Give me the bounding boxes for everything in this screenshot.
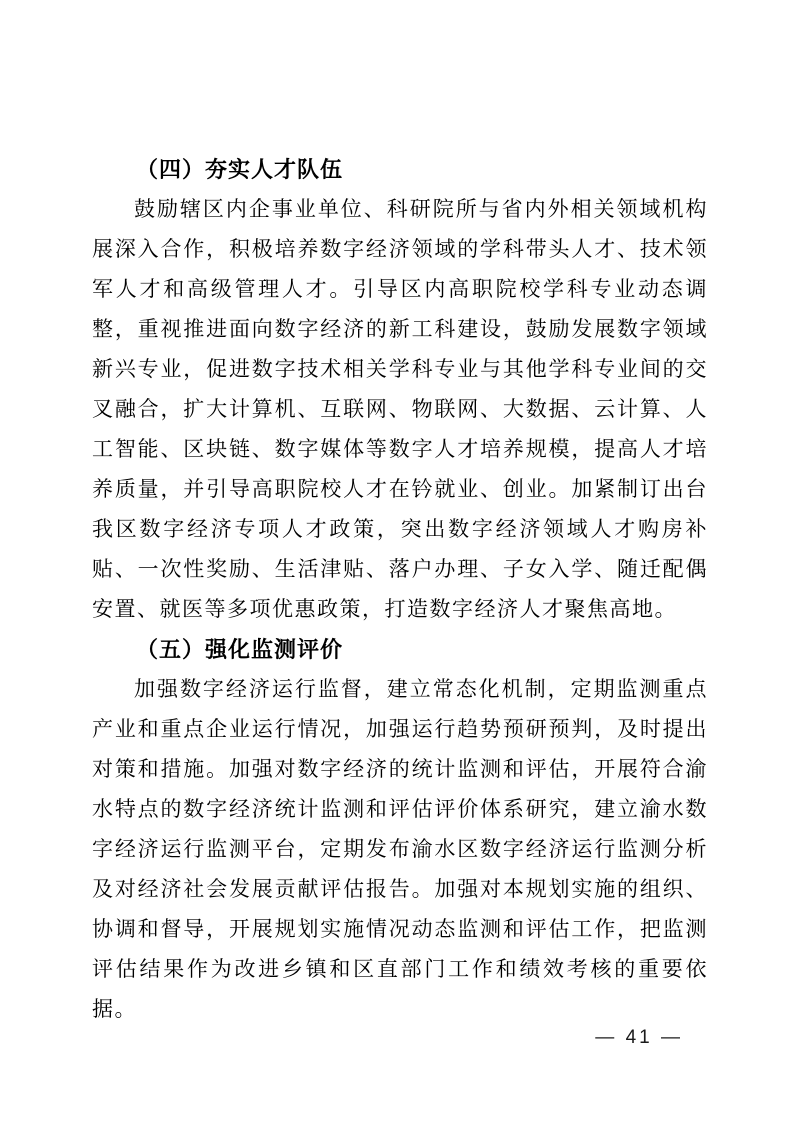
section-wu-paragraph: 加强数字经济运行监督，建立常态化机制，定期监测重点产业和重点企业运行情况，加强运行趋势预研预判，及时提出对策和措施。加强对数字经济的统计监测和评估，开展符合渝水特点的数字经济统计监测和评估评价体系研究，建立渝水数字经济运行监测平台，定期发布渝水区数字经济运行监测分析及对经济社会发展贡献评估报告。加强对本规划实施的组织、协调和督导，开展规划实施情况动态监测和评估工作，把监测评估结果作为改进乡镇和区直部门工作和绩效考核的重要依据。	[92, 678, 708, 1021]
page-number: — 41 —	[595, 1027, 683, 1048]
document-content	[92, 150, 708, 1030]
section-wu-heading: （五）强化监测评价	[136, 637, 344, 662]
section-si	[92, 150, 708, 630]
section-si-paragraph: 鼓励辖区内企事业单位、科研院所与省内外相关领域机构展深入合作，积极培养数字经济领域的学科带头人才、技术领军人才和高级管理人才。引导区内高职院校学科专业动态调整，重视推进面向数字经济的新工科建设，鼓励发展数字领域新兴专业，促进数字技术相关学科专业与其他学科专业间的交叉融合，扩大计算机、互联网、物联网、大数据、云计算、人工智能、区块链、数字媒体等数字人才培养规模，提高人才培养质量，并引导高职院校人才在钤就业、创业。加紧制订出台我区数字经济专项人才政策，突出数字经济领域人才购房补贴、一次性奖励、生活津贴、落户办理、子女入学、随迁配偶安置、就医等多项优惠政策，打造数字经济人才聚焦高地。	[92, 198, 708, 621]
section-si-heading: （四）夯实人才队伍	[136, 157, 344, 182]
section-wu	[92, 630, 708, 1030]
